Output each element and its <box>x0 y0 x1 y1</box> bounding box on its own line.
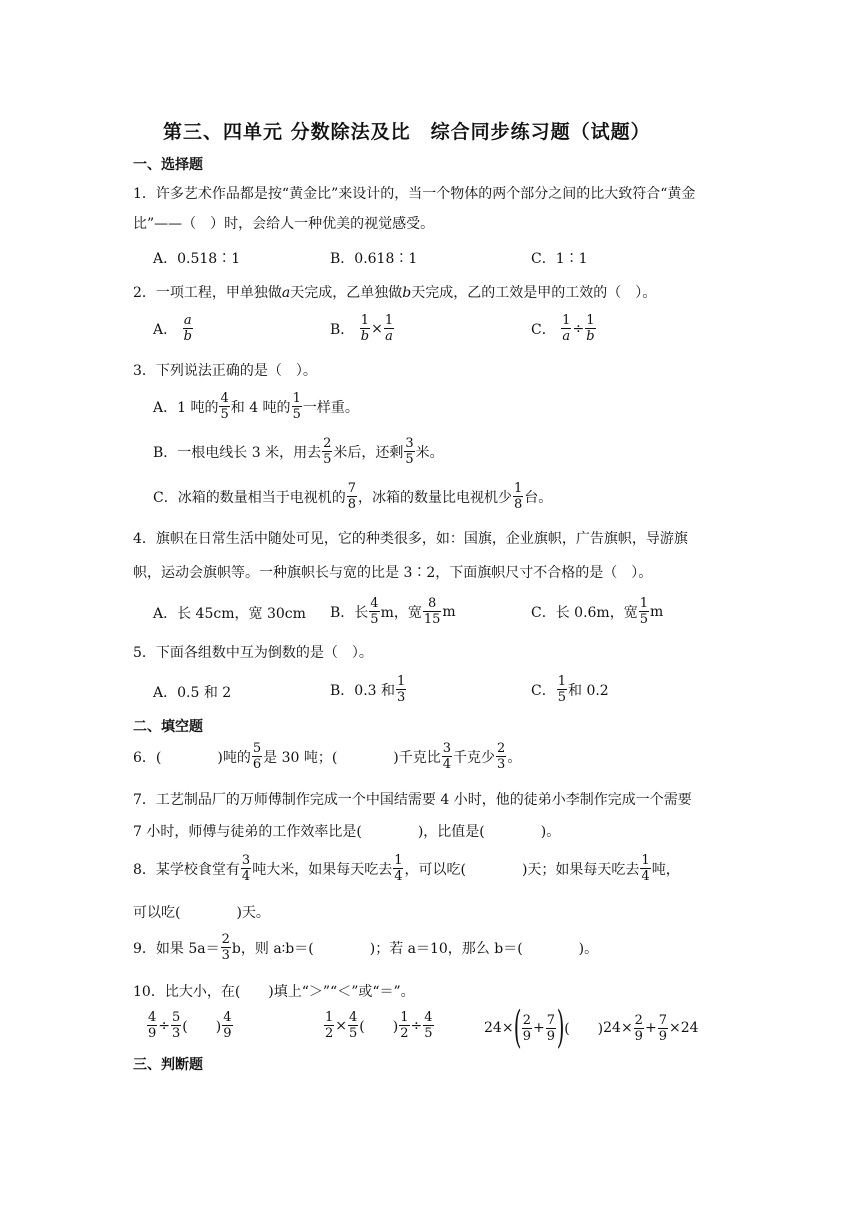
fraction <box>634 1013 644 1044</box>
numerator: 7 <box>347 481 356 496</box>
question-1-option-a: A．0.518∶1 <box>153 251 241 267</box>
fraction <box>513 481 523 512</box>
numerator: 1 <box>400 1010 409 1025</box>
question-1-line-2: 比”——（ ）时，会给人一种优美的视觉感受。 <box>133 216 435 232</box>
question-2-option-a <box>153 313 194 344</box>
question-5-option-b <box>330 674 407 705</box>
numerator: 1 <box>639 596 648 611</box>
text-span: 6．( )吨的 <box>133 749 251 766</box>
fraction <box>324 1010 334 1041</box>
text-span: ÷ <box>158 1017 171 1034</box>
text-span: + <box>533 1020 545 1036</box>
fraction <box>639 596 649 627</box>
question-6 <box>133 741 521 772</box>
denominator: 3 <box>497 757 506 772</box>
text-span: ，冰箱的数量比电视机少 <box>358 489 512 506</box>
q2-text-1: 2．一项工程，甲单独做 <box>133 285 282 301</box>
fraction <box>557 674 567 705</box>
fraction <box>585 313 595 344</box>
text-span: m <box>649 603 664 620</box>
numerator: 2 <box>221 932 230 947</box>
question-10-expression-3 <box>484 1002 699 1053</box>
text-span: 9．如果 5a＝ <box>133 940 220 957</box>
question-3-option-b <box>153 436 444 467</box>
fraction <box>442 741 452 772</box>
numerator: 1 <box>397 674 406 689</box>
text-span: 千克少 <box>453 749 496 766</box>
numerator: 8 <box>427 596 437 611</box>
numerator: 1 <box>384 313 394 328</box>
text-span: ，可以吃( )天；如果每天吃去 <box>404 861 640 878</box>
text-span: ×24 <box>668 1020 699 1036</box>
fraction <box>322 436 332 467</box>
text-span: 24× <box>603 1020 633 1036</box>
denominator: 5 <box>557 690 566 705</box>
q2-var-a: a <box>281 285 291 301</box>
denominator: 9 <box>658 1028 667 1044</box>
text-span: C． <box>531 682 556 699</box>
numerator: 3 <box>241 853 251 868</box>
text-span: B．一根电线长 3 米，用去 <box>153 444 322 461</box>
numerator: 1 <box>292 391 301 406</box>
fraction <box>496 741 506 772</box>
text-span: b，则 a∶b＝( )；若 a＝10，那么 b＝( )。 <box>231 940 599 957</box>
denominator: 3 <box>221 948 230 963</box>
question-8-line-2: 可以吃( )天。 <box>133 905 270 921</box>
fraction <box>219 391 229 422</box>
text-span: 8．某学校食堂有 <box>133 861 240 878</box>
numerator: 5 <box>172 1010 181 1025</box>
question-1-line-1: 1．许多艺术作品都是按“黄金比”来设计的，当一个物体的两个部分之间的比大致符合“黄金 <box>133 186 696 202</box>
q2-text-3: 天完成，乙的工效是甲的工效的（ ）。 <box>411 285 657 301</box>
numerator: 1 <box>394 853 403 868</box>
operator: ÷ <box>572 320 585 337</box>
numerator: 7 <box>546 1012 556 1028</box>
answer-blank: ( ) <box>564 1021 604 1037</box>
numerator: 2 <box>323 436 332 451</box>
fraction <box>384 313 394 344</box>
fraction <box>171 1010 181 1041</box>
operator: × <box>371 320 383 337</box>
denominator: b <box>360 329 370 344</box>
denominator: a <box>562 329 571 344</box>
fraction <box>423 1010 433 1041</box>
question-4-option-a: A．长 45cm，宽 30cm <box>153 606 306 622</box>
denominator: 8 <box>347 497 356 512</box>
question-10-expression-1 <box>146 1010 234 1041</box>
text-span: 是 30 吨；( )千克比 <box>263 749 441 766</box>
question-5-stem: 5．下面各组数中互为倒数的是（ ）。 <box>133 645 373 661</box>
text-span: + <box>644 1020 657 1036</box>
fraction <box>252 741 262 772</box>
fraction <box>222 1010 232 1041</box>
text-span: × <box>335 1017 348 1034</box>
question-3-stem: 3．下列说法正确的是（ ）。 <box>133 363 317 379</box>
denominator: 5 <box>370 612 379 627</box>
page-title: 第三、四单元 分数除法及比 综合同步练习题（试题） <box>163 121 651 143</box>
left-paren: ( <box>513 1002 521 1053</box>
question-2-stem <box>133 282 656 302</box>
fraction <box>522 1013 532 1044</box>
numerator: 1 <box>514 481 523 496</box>
question-4-option-c <box>531 596 663 627</box>
section-heading-fill: 二、填空题 <box>133 719 203 735</box>
text-span: A．1 吨的 <box>153 399 219 416</box>
text-span: m，宽 <box>380 604 422 621</box>
option-label: C． <box>531 321 556 338</box>
denominator: 6 <box>252 757 262 772</box>
question-3-option-a <box>153 391 359 422</box>
numerator: 2 <box>522 1012 531 1028</box>
question-1-option-b: B．0.618∶1 <box>330 251 418 267</box>
numerator: 7 <box>658 1012 667 1028</box>
numerator: a <box>183 313 192 328</box>
numerator: 4 <box>220 391 229 406</box>
numerator: 1 <box>325 1010 334 1025</box>
numerator: 3 <box>405 436 414 451</box>
denominator: 9 <box>223 1026 232 1041</box>
text-span: 吨， <box>651 861 680 878</box>
denominator: 4 <box>241 869 251 884</box>
numerator: 3 <box>442 741 452 756</box>
question-2-option-b <box>330 313 395 344</box>
numerator: 2 <box>497 741 506 756</box>
numerator: 2 <box>634 1012 643 1028</box>
fraction <box>561 313 571 344</box>
answer-blank: ( ) <box>182 1018 222 1035</box>
denominator: 2 <box>400 1026 409 1041</box>
numerator: 1 <box>360 313 370 328</box>
numerator: 4 <box>424 1010 433 1025</box>
fraction <box>423 596 442 627</box>
q2-text-2: 天完成，乙单独做 <box>290 285 403 301</box>
denominator: 9 <box>546 1028 556 1044</box>
question-4-option-b <box>330 596 456 627</box>
fraction <box>658 1013 668 1044</box>
denominator: 5 <box>220 407 229 422</box>
text-span: 吨大米，如果每天吃去 <box>252 861 393 878</box>
option-label: B． <box>330 321 355 338</box>
text-span: 。 <box>507 749 522 766</box>
fraction <box>221 932 231 963</box>
fraction <box>241 853 251 884</box>
fraction <box>347 481 357 512</box>
denominator: b <box>183 329 192 344</box>
q2-var-b: b <box>402 285 412 301</box>
denominator: 9 <box>522 1028 531 1044</box>
text-span: C．冰箱的数量相当于电视机的 <box>153 489 346 506</box>
fraction <box>399 1010 409 1041</box>
question-10-expression-2 <box>323 1010 435 1041</box>
question-9 <box>133 932 598 963</box>
fraction <box>369 596 379 627</box>
fraction <box>546 1013 556 1044</box>
denominator: 15 <box>423 612 441 627</box>
question-4-line-1: 4．旗帜在日常生活中随处可见，它的种类很多，如：国旗，企业旗帜，广告旗帜，导游旗 <box>133 531 688 547</box>
numerator: 1 <box>586 313 595 328</box>
question-4-line-2: 帜，运动会旗帜等。一种旗帜长与宽的比是 3∶2，下面旗帜尺寸不合格的是（ ）。 <box>133 565 653 581</box>
denominator: 3 <box>172 1026 181 1041</box>
text-span: 台。 <box>524 489 553 506</box>
question-10-stem: 10．比大小，在( )填上“＞”“＜”或“＝”。 <box>133 984 415 1000</box>
question-2-option-c <box>531 313 597 344</box>
text-span: 米。 <box>415 444 444 461</box>
fraction <box>404 436 414 467</box>
denominator: 5 <box>349 1026 358 1041</box>
denominator: 2 <box>325 1026 334 1041</box>
denominator: b <box>586 329 595 344</box>
fraction <box>348 1010 358 1041</box>
question-7-line-2: 7 小时，师傅与徒弟的工作效率比是( )，比值是( )。 <box>133 824 561 840</box>
option-label: A． <box>153 321 178 338</box>
denominator: 4 <box>442 757 452 772</box>
denominator: a <box>385 329 393 344</box>
denominator: 4 <box>641 869 650 884</box>
denominator: 9 <box>634 1028 643 1044</box>
numerator: 1 <box>557 674 566 689</box>
fraction <box>396 674 406 705</box>
text-span: 和 4 吨的 <box>230 399 291 416</box>
numerator: 1 <box>641 853 650 868</box>
text-span: 一样重。 <box>302 399 359 416</box>
text-span: 和 0.2 <box>568 682 609 699</box>
denominator: 5 <box>424 1026 433 1041</box>
question-8-line-1 <box>133 853 680 884</box>
denominator: 5 <box>405 452 414 467</box>
section-heading-choice: 一、选择题 <box>133 157 203 173</box>
text-span: 米后，还剩 <box>333 444 404 461</box>
denominator: 8 <box>514 497 523 512</box>
text-span: ÷ <box>410 1017 423 1034</box>
fraction <box>183 313 193 344</box>
question-1-option-c: C．1∶1 <box>531 251 588 267</box>
denominator: 5 <box>323 452 332 467</box>
answer-blank: ( ) <box>359 1018 399 1035</box>
numerator: 5 <box>252 741 262 756</box>
question-3-option-c <box>153 481 552 512</box>
text-span: C．长 0.6m，宽 <box>531 604 638 621</box>
section-heading-judge: 三、判断题 <box>133 1057 203 1073</box>
numerator: 1 <box>562 313 571 328</box>
fraction <box>147 1010 157 1041</box>
question-5-option-a: A．0.5 和 2 <box>153 685 232 701</box>
numerator: 4 <box>349 1010 358 1025</box>
question-5-option-c <box>531 674 609 705</box>
numerator: 4 <box>223 1010 232 1025</box>
denominator: 3 <box>397 690 406 705</box>
text-span: m <box>442 603 456 620</box>
denominator: 5 <box>639 612 648 627</box>
denominator: 4 <box>394 869 403 884</box>
text-span: B．0.3 和 <box>330 682 396 699</box>
right-paren: ) <box>556 1002 565 1053</box>
denominator: 9 <box>148 1026 157 1041</box>
text-span: B．长 <box>330 604 369 621</box>
fraction <box>360 313 370 344</box>
denominator: 5 <box>292 407 301 422</box>
fraction <box>393 853 403 884</box>
numerator: 4 <box>148 1010 157 1025</box>
text-span: 24× <box>484 1020 514 1036</box>
fraction <box>640 853 650 884</box>
numerator: 4 <box>370 596 379 611</box>
fraction <box>292 391 302 422</box>
question-7-line-1: 7．工艺制品厂的万师傅制作完成一个中国结需要 4 小时，他的徒弟小李制作完成一个需要 <box>133 792 692 808</box>
